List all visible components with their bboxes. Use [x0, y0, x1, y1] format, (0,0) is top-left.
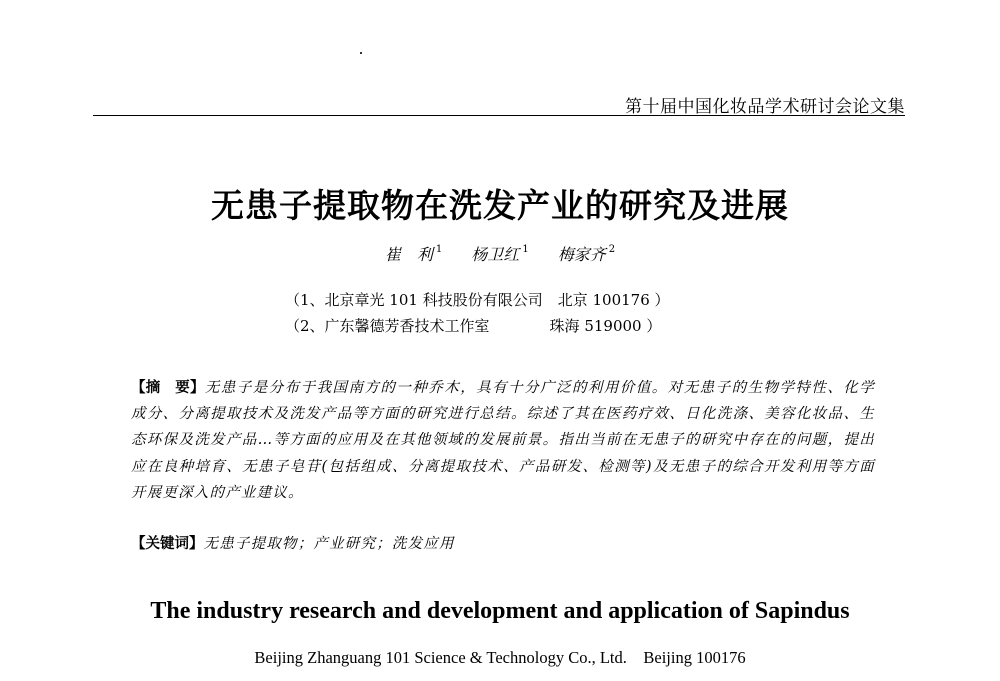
author-affil-mark: 1: [522, 244, 529, 255]
author-2: [471, 242, 528, 265]
paper-title: 无患子提取物在洗发产业的研究及进展: [211, 186, 789, 225]
running-head: 第十届中国化妆品学术研讨会论文集: [625, 97, 905, 117]
english-title: The industry research and development and application of Sapindus: [150, 598, 850, 624]
affiliation-1: （1、北京章光 101 科技股份有限公司 北京 100176 ）: [285, 291, 670, 309]
header-rule: [93, 115, 905, 116]
author-name: 崔 利: [384, 245, 433, 264]
english-affiliation: Beijing Zhanguang 101 Science & Technology Co., Ltd. Beijing 100176: [254, 648, 746, 667]
scan-speck: [360, 52, 362, 54]
author-3: [558, 242, 615, 265]
author-list: [0, 242, 1000, 265]
keywords-text: 无患子提取物；产业研究；洗发应用: [203, 536, 455, 552]
abstract: [131, 375, 875, 506]
author-1: [385, 242, 442, 265]
author-name: 梅家齐: [557, 245, 606, 264]
keywords-label: 【关键词】: [131, 536, 204, 552]
abstract-label: 【摘 要】: [131, 380, 205, 396]
keywords: [131, 532, 455, 553]
affiliation-2: （2、广东馨德芳香技术工作室 珠海 519000 ）: [285, 317, 662, 335]
abstract-text: 无患子是分布于我国南方的一种乔木，具有十分广泛的利用价值。对无患子的生物学特性、化学成分、分离提取技术及洗发产品等方面的研究进行总结。综述了其在医药疗效、日化洗涤、美容化妆品、生态环保及洗发产品…等方面的应用及在其他领域的发展前景。指出当前在无患子的研究中存在的问题，提出应在良种培育、无患子皂苷(包括组成、分离提取技术、产品研发、检测等)及无患子的综合开发利用等方面开展更深入的产业建议。: [131, 380, 876, 501]
author-affil-mark: 2: [608, 244, 616, 255]
author-affil-mark: 1: [435, 244, 443, 255]
author-name: 杨卫红: [471, 245, 520, 264]
